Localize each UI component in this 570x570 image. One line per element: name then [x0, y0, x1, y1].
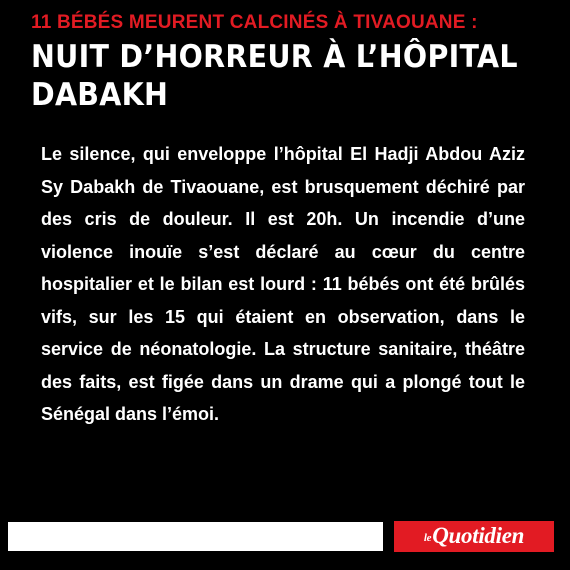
headline-line-1: NUIT D’HORREUR À L’HÔPITAL [31, 39, 518, 75]
logo-wordmark [424, 520, 524, 554]
headline-line-2: DABAKH [31, 77, 169, 113]
footer-white-bar [8, 522, 383, 551]
logo-prefix: le [423, 531, 432, 544]
kicker-title: 11 BÉBÉS MEURENT CALCINÉS À TIVAOUANE : [31, 12, 478, 33]
le-quotidien-logo [394, 521, 554, 552]
article-body: Le silence, qui enveloppe l’hôpital El Hadji Abdou Aziz Sy Dabakh de Tivaouane, est brusquement déchiré par des cris de douleur. Il est 20h. Un incendie d’une violence inouïe s’est déclaré au cœur du centre hospitalier et le bilan est lourd : 11 bébés ont été brûlés vifs, sur les 15 qui étaient en observation, dans le service de néonatologie. La structure sanitaire, théâtre des faits, est figée dans un drame qui a plongé tout le Sénégal dans l’émoi. [41, 144, 525, 424]
headline [31, 38, 518, 114]
logo-name: Quotidien [432, 522, 525, 548]
